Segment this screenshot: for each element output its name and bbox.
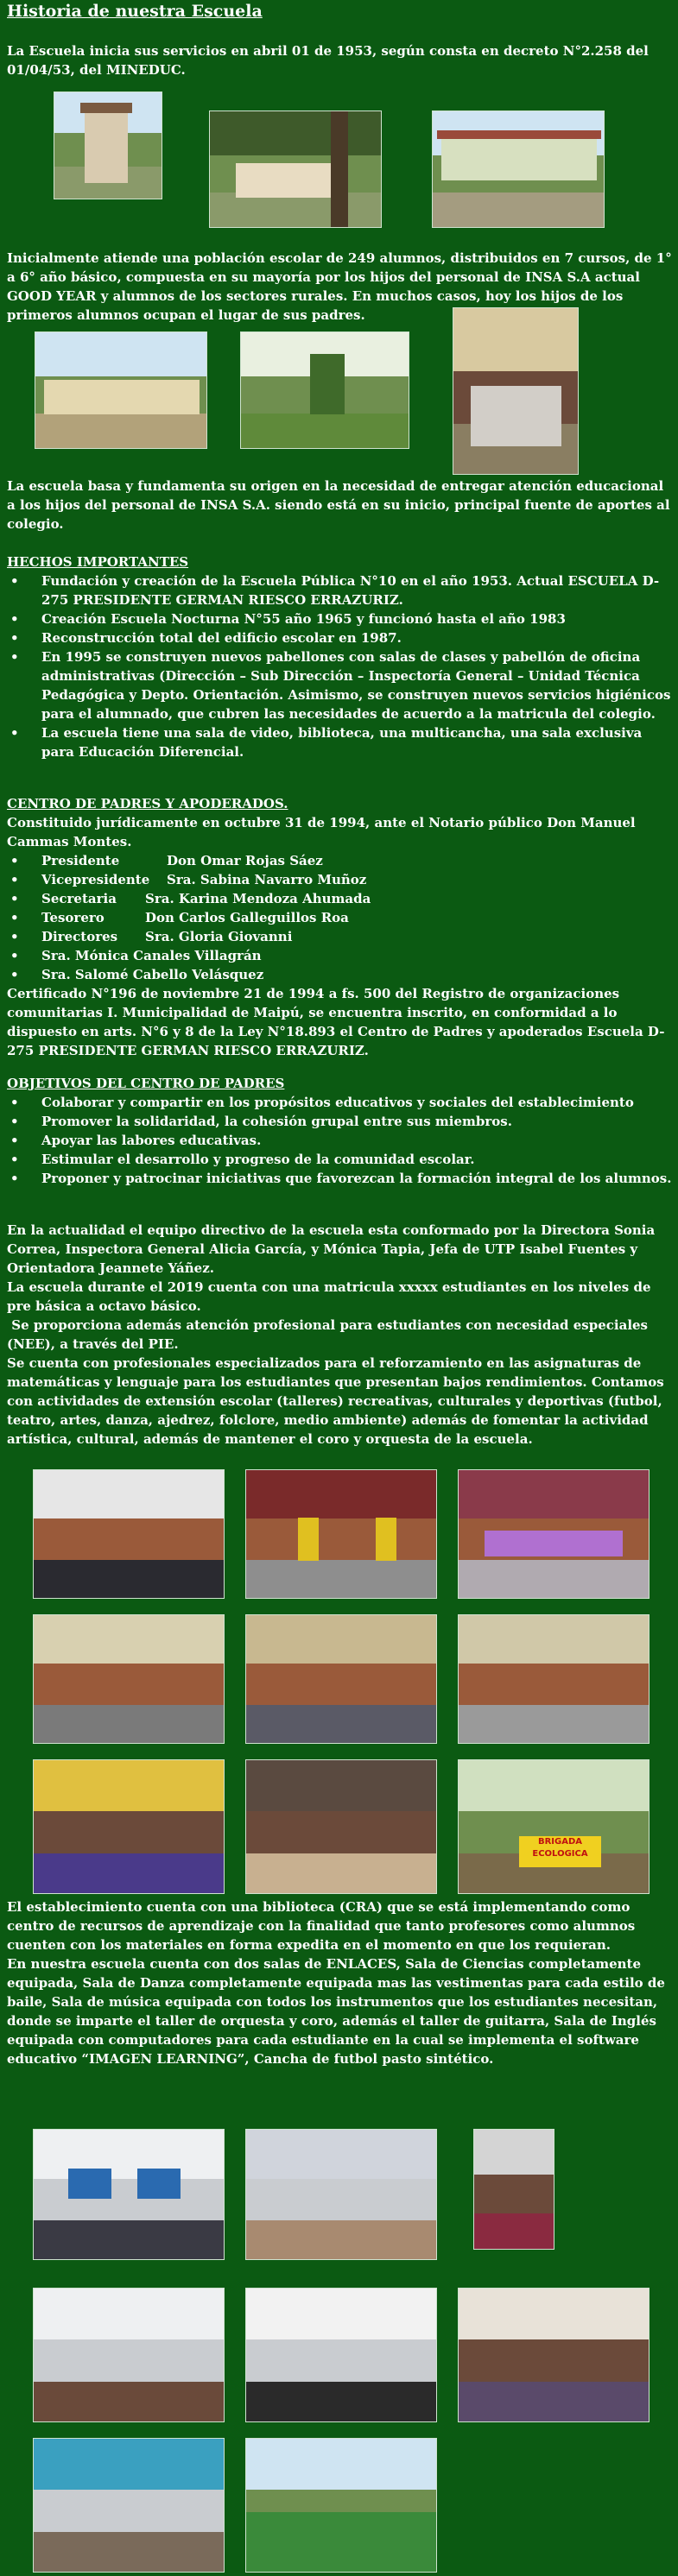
biblioteca-paragraph: En nuestra escuela cuenta con dos salas de ENLACES, Sala de Ciencias completamente equipada, Sala de Danza completamente equipada mas las vestimentas para cada estilo de baile, Sala de música equipada con todos los instrumentos que los estudiantes necesitan, donde se imparte el taller de orquesta y coro, además el taller de guitarra, Sala de Inglés equipada con computadores para cada estudiante en la cual se implementa el software educativo “IMAGEN LEARNING”, Cancha de futbol pasto sintético. xyxy=(7,1956,665,2067)
dance-room-photo xyxy=(245,2129,437,2260)
population-paragraph: Inicialmente atiende una población escolar de 249 alumnos, distribuidos en 7 cursos, de 1° a 6° año básico, compuesta en su mayoría por los hijos del personal de INSA S.A actual GOOD YEAR y alumnos de los sectores rurales. En muchos casos, hoy los hijos de los primeros alumnos ocupan el lugar de sus padres. xyxy=(7,250,672,323)
member-item: • Vicepresidente Sra. Sabina Navarro Muñoz xyxy=(7,870,672,889)
list-item: • La escuela tiene una sala de video, biblioteca, una multicancha, una sala exclusiva para Educación Diferencial. xyxy=(7,723,672,761)
foundation-paragraph: La escuela basa y fundamenta su origen en la necesidad de entregar atención educacional a los hijos del personal de INSA S.A. siendo está en su inicio, principal fuente de aportes al colegio. xyxy=(7,478,670,532)
orchestra-photo xyxy=(33,1469,225,1599)
objetivos-list xyxy=(7,1093,672,1188)
brigada-sign: BRIGADA ECOLOGICA xyxy=(519,1836,601,1867)
certificate-paragraph: Certificado N°196 de noviembre 21 de 1994 a fs. 500 del Registro de organizaciones comunitarias I. Municipalidad de Maipú, se encuentra inscrito, en conformidad a lo dispuesto en arts. N°6 y 8 de la Ley N°18.893 el Centro de Padres y apoderados Escuela D-275 PRESIDENTE GERMAN RIESCO ERRAZURIZ. xyxy=(7,986,665,1058)
ecology-brigade-photo xyxy=(458,1759,649,1894)
list-item: • Proponer y patrocinar iniciativas que favorezcan la formación integral de los alumnos. xyxy=(7,1169,672,1188)
list-item: • Colaborar y compartir en los propósitos educativos y sociales del establecimiento xyxy=(7,1093,672,1112)
library-photo xyxy=(33,2438,225,2573)
english-room-photo xyxy=(458,2288,649,2422)
actualidad-paragraph: Se proporciona además atención profesional para estudiantes con necesidad especiales (NEE), a través del PIE. xyxy=(7,1317,653,1352)
member-item: • Sra. Mónica Canales Villagrán xyxy=(7,946,672,965)
school-garden-photo xyxy=(240,331,409,449)
list-item: • En 1995 se construyen nuevos pabellones con salas de clases y pabellón de oficina administrativas (Dirección – Sub Dirección – Inspectoría General – Unidad Técnica Pedagógica y Depto. Orientación. Asimismo, se construyen nuevos servicios higiénicos para el alumnado, que cubren las necesidades de acuerdo a la matricula del colegio. xyxy=(7,647,672,723)
actualidad-section xyxy=(7,1221,672,1449)
member-item: • Secretaria Sra. Karina Mendoza Ahumada xyxy=(7,889,672,908)
classroom-activity-photo xyxy=(33,1759,225,1894)
costume-room-photo xyxy=(473,2129,554,2250)
objetivos-heading: OBJETIVOS DEL CENTRO DE PADRES xyxy=(7,1076,285,1091)
hechos-heading: HECHOS IMPORTANTES xyxy=(7,554,189,570)
folk-dance-photo xyxy=(245,1469,437,1599)
list-item: • Reconstrucción total del edificio escolar en 1987. xyxy=(7,628,672,647)
actualidad-paragraph: La escuela durante el 2019 cuenta con una matricula xxxxx estudiantes en los niveles de pre básica a octavo básico. xyxy=(7,1279,651,1314)
science-room-photo xyxy=(33,2288,225,2422)
actualidad-paragraph: Se cuenta con profesionales especializados para el reforzamiento en las asignaturas de matemáticas y lenguaje para los estudiantes que presentan bajos rendimientos. Contamos con actividades de extensión escolar (talleres) recreativas, culturales y deportivas (futbol, teatro, artes, danza, ajedrez, folclore, medio ambiente) además de fomentar la actividad artística, cultural, además de mantener el coro y orquesta de la escuela. xyxy=(7,1355,664,1447)
school-tower-photo xyxy=(54,92,162,199)
list-item: • Estimular el desarrollo y progreso de la comunidad escolar. xyxy=(7,1150,672,1169)
school-pavilion-photo xyxy=(432,110,605,228)
historic-classrooms-photo xyxy=(35,331,207,449)
school-act-photo xyxy=(245,1614,437,1744)
member-item: • Tesorero Don Carlos Galleguillos Roa xyxy=(7,908,672,927)
page-title: Historia de nuestra Escuela xyxy=(7,2,263,21)
list-item: • Fundación y creación de la Escuela Pública N°10 en el año 1953. Actual ESCUELA D-275 PRESIDENTE GERMAN RIESCO ERRAZURIZ. xyxy=(7,571,672,609)
member-item: • Directores Sra. Gloria Giovanni xyxy=(7,927,672,946)
soccer-field-photo xyxy=(245,2438,437,2573)
list-item: • Creación Escuela Nocturna N°55 año 1965 y funcionó hasta el año 1983 xyxy=(7,609,672,628)
hechos-list xyxy=(7,571,672,761)
centro-intro: Constituido jurídicamente en octubre 31 de 1994, ante el Notario público Don Manuel Cammas Montes. xyxy=(7,815,636,849)
parade-photo xyxy=(458,1614,649,1744)
centro-members-list xyxy=(7,851,672,984)
assembly-photo xyxy=(33,1614,225,1744)
old-building-photo xyxy=(209,110,382,228)
member-item: • Sra. Salomé Cabello Velásquez xyxy=(7,965,672,984)
member-item: • Presidente Don Omar Rojas Sáez xyxy=(7,851,672,870)
biblioteca-paragraph: El establecimiento cuenta con una biblioteca (CRA) que se está implementando como centro de recursos de aprendizaje con la finalidad que tanto profesores como alumnos cuenten con los materiales en forma expedita en el momento en que los requieran. xyxy=(7,1899,636,1953)
ballet-dance-photo xyxy=(458,1469,649,1599)
actualidad-paragraph: En la actualidad el equipo directivo de la escuela esta conformado por la Directora Sonia Correa, Inspectora General Alicia García, y Mónica Tapia, Jefa de UTP Isabel Fuentes y Orientadora Jeannete Yáñez. xyxy=(7,1222,656,1276)
biblioteca-section xyxy=(7,1897,672,2068)
list-item: • Promover la solidaridad, la cohesión grupal entre sus miembros. xyxy=(7,1112,672,1131)
list-item: • Apoyar las labores educativas. xyxy=(7,1131,672,1150)
founders-group-photo xyxy=(453,307,579,475)
intro-paragraph: La Escuela inicia sus servicios en abril 01 de 1953, según consta en decreto N°2.258 del 01/04/53, del MINEDUC. xyxy=(7,43,649,78)
centro-heading: CENTRO DE PADRES Y APODERADOS. xyxy=(7,796,288,811)
chess-workshop-photo xyxy=(245,1759,437,1894)
music-room-photo xyxy=(245,2288,437,2422)
enlaces-lab-photo xyxy=(33,2129,225,2260)
